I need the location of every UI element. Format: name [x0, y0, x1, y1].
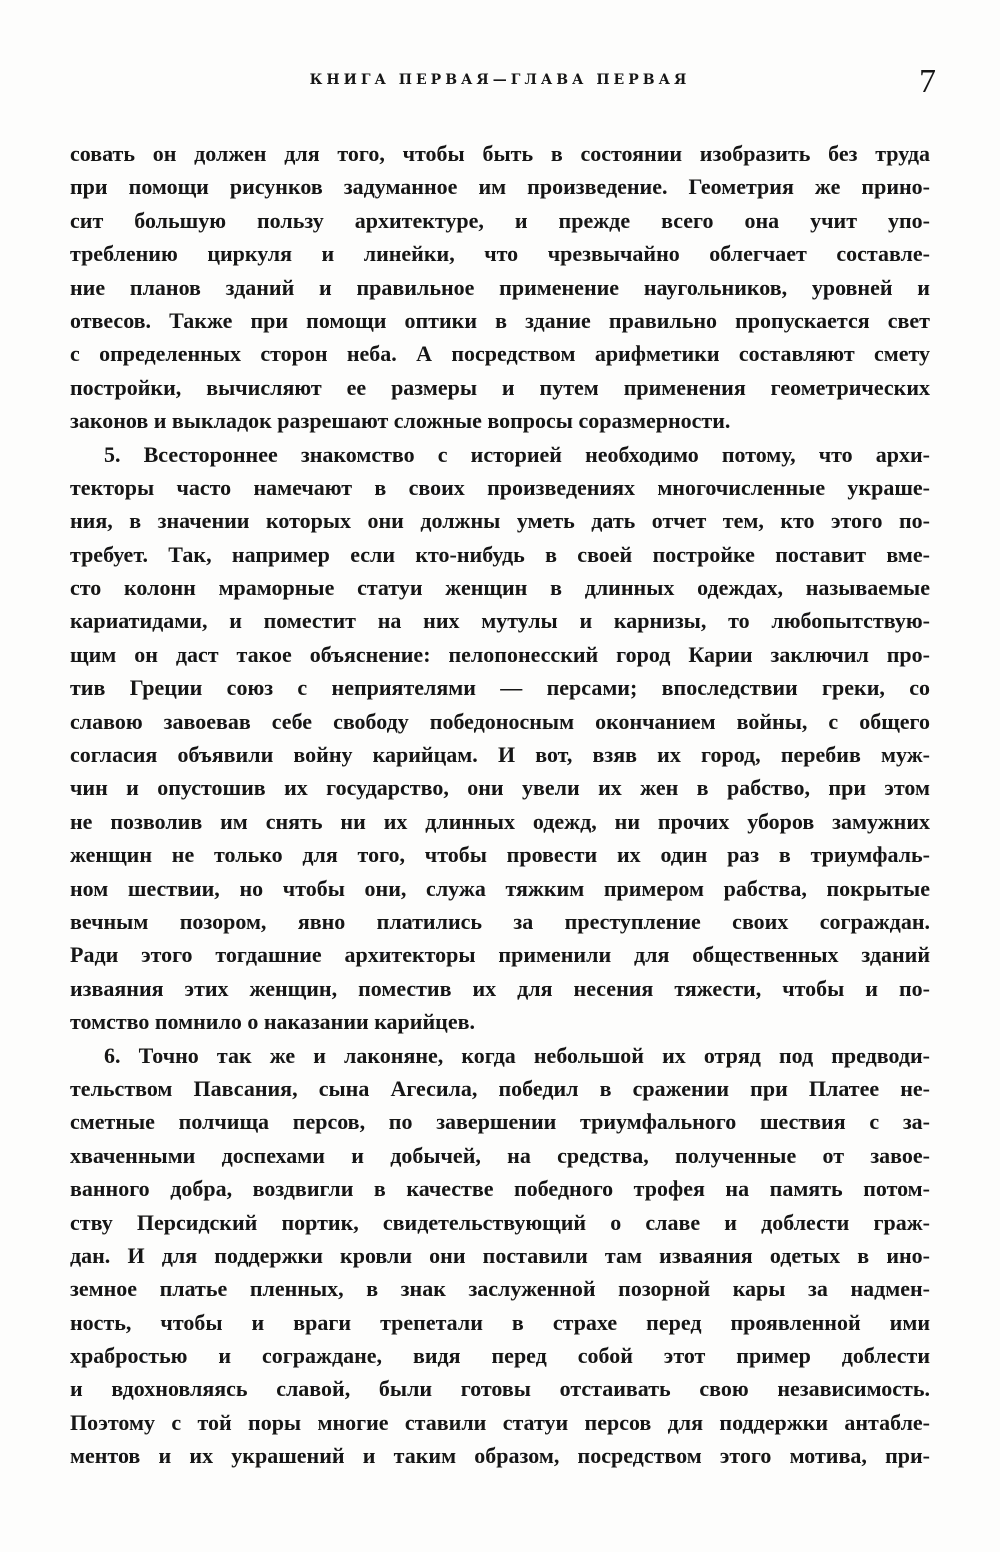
text-line: щим он даст такое объяснение: пелопонесский город Карии заключил про- — [70, 641, 930, 667]
text-line: ментов и их украшений и таким образом, посредством этого мотива, при- — [70, 1443, 930, 1469]
text-line: не позволив им снять ни их длинных одежд, ни прочих уборов замужних — [70, 808, 930, 834]
text-line: тив Греции союз с неприятелями — персами; впоследствии греки, со — [70, 675, 930, 701]
text-line: чин и опустошив их государство, они увели их жен в рабство, при этом — [70, 775, 930, 801]
text-line: постройки, вычисляют ее размеры и путем применения геометрических — [70, 374, 930, 400]
text-line: 6. Точно так же и лаконяне, когда небольшой их отряд под предводи- — [104, 1042, 930, 1068]
text-line: при помощи рисунков задуманное им произведение. Геометрия же прино- — [70, 174, 930, 200]
text-line: текторы часто намечают в своих произведениях многочисленные украше- — [70, 474, 930, 500]
text-line: храбростью и сограждане, видя перед собой этот пример доблести — [70, 1343, 930, 1369]
page-number: 7 — [919, 63, 936, 100]
text-line: Ради этого тогдашние архитекторы применили для общественных зданий — [70, 942, 930, 968]
text-line: изваяния этих женщин, поместив их для несения тяжести, чтобы и по- — [70, 975, 930, 1001]
running-head — [70, 62, 936, 108]
text-line: Поэтому с той поры многие ставили статуи персов для поддержки антабле- — [70, 1409, 930, 1435]
text-line: вечным позором, явно платились за преступление своих сограждан. — [70, 908, 930, 934]
body-text — [70, 137, 930, 1473]
text-line: кариатидами, и поместит на них мутулы и карнизы, то любопытствую- — [70, 608, 930, 634]
text-line: женщин не только для того, чтобы провести их один раз в триумфаль- — [70, 842, 930, 868]
text-line: совать он должен для того, чтобы быть в состоянии изобразить без труда — [70, 141, 930, 166]
text-line: согласия объявили войну карийцам. И вот, взяв их город, перебив муж- — [70, 742, 930, 768]
text-line: ния, в значении которых они должны уметь дать отчет тем, кто этого по- — [70, 508, 930, 534]
text-line: хваченными доспехами и добычей, на средства, полученные от завое- — [70, 1142, 930, 1168]
text-line: ном шествии, но чтобы они, служа тяжким примером рабства, покрытые — [70, 875, 930, 901]
text-line: 5. Всестороннее знакомство с историей необходимо потому, что архи- — [104, 441, 930, 467]
text-line: требует. Так, например если кто-нибудь в своей постройке поставит вме- — [70, 541, 930, 567]
text-line: ванного добра, воздвигли в качестве победного трофея на память потом- — [70, 1176, 930, 1202]
running-title: КНИГА ПЕРВАЯ—ГЛАВА ПЕРВАЯ — [309, 72, 691, 88]
text-line: ние планов зданий и правильное применение наугольников, уровней и — [70, 274, 930, 300]
text-line: с определенных сторон неба. А посредством арифметики составляют смету — [70, 341, 930, 367]
text-line: ность, чтобы и враги трепетали в страхе перед проявленной ими — [70, 1309, 930, 1335]
text-line: сметные полчища персов, по завершении триумфального шествия с за- — [70, 1109, 930, 1135]
text-line: славою завоевав себе свободу победоносным окончанием войны, с общего — [70, 708, 930, 734]
text-line: законов и выкладок разрешают сложные вопросы соразмерности. — [70, 408, 731, 434]
text-line: ству Персидский портик, свидетельствующий о славе и доблести граж- — [70, 1209, 930, 1235]
text-line: и вдохновляясь славой, были готовы отстаивать свою независимость. — [70, 1376, 930, 1402]
text-line: тельством Павсания, сына Агесила, победил в сражении при Платее не- — [70, 1075, 930, 1101]
text-line: томство помнило о наказании карийцев. — [70, 1009, 475, 1035]
text-line: дан. И для поддержки кровли они поставили там изваяния одетых в ино- — [70, 1242, 930, 1268]
text-line: треблению циркуля и линейки, что чрезвычайно облегчает составле- — [70, 241, 930, 267]
text-line: сто колонн мраморные статуи женщин в длинных одеждах, называемые — [70, 575, 930, 601]
text-line: отвесов. Также при помощи оптики в здание правильно пропускается свет — [70, 307, 930, 333]
text-line: сит большую пользу архитектуре, и прежде всего она учит упо- — [70, 207, 930, 233]
text-line: земное платье пленных, в знак заслуженной позорной кары за надмен- — [70, 1276, 930, 1302]
